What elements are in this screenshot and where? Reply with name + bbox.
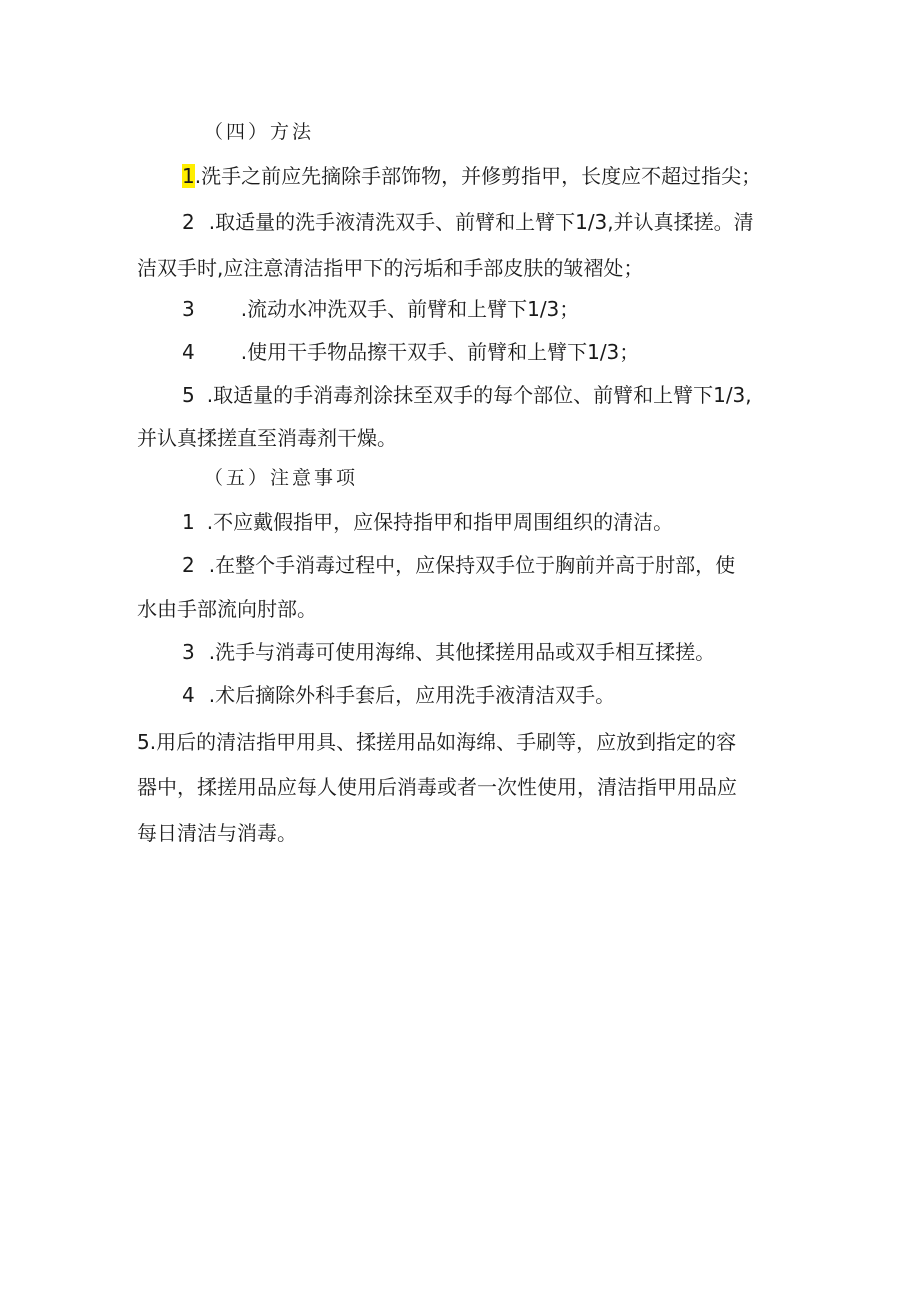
- method-item-2-cont: 洁双手时,应注意清洁指甲下的污垢和手部皮肤的皱褶处；: [137, 256, 644, 280]
- notice-item-3-number: 3: [182, 640, 195, 664]
- notice-item-5: [137, 727, 736, 757]
- notice-item-2-number: 2: [182, 553, 195, 577]
- method-item-3-number: 3: [182, 297, 195, 321]
- notice-item-4-text: .术后摘除外科手套后，应用洗手液清洁双手。: [208, 683, 616, 707]
- method-item-5-cont: 并认真揉搓直至消毒剂干燥。: [137, 426, 397, 450]
- section-4-heading: （四）方法: [204, 121, 315, 143]
- notice-item-5-cont-1: 器中，揉搓用品应每人使用后消毒或者一次性使用，清洁指甲用品应: [137, 775, 737, 799]
- method-item-4-number: 4: [182, 340, 195, 364]
- method-item-5-number: 5: [182, 383, 195, 407]
- method-item-1-number: 1: [182, 164, 195, 188]
- notice-item-2: [182, 550, 735, 580]
- method-item-2: [182, 207, 754, 237]
- notice-item-5-number: 5: [137, 730, 150, 754]
- method-item-4: [182, 337, 639, 367]
- method-item-3-text: .流动水冲洗双手、前臂和上臂下1/3；: [240, 297, 580, 321]
- method-item-3: [182, 294, 579, 324]
- notice-item-3: [182, 637, 715, 667]
- notice-item-1-number: 1: [182, 510, 195, 534]
- notice-item-3-text: .洗手与消毒可使用海绵、其他揉搓用品或双手相互揉搓。: [208, 640, 716, 664]
- method-item-5-text: .取适量的手消毒剂涂抹至双手的每个部位、前臂和上臂下1/3,: [206, 383, 752, 407]
- method-item-2-text: .取适量的洗手液清洗双手、前臂和上臂下1/3,并认真揉搓。清: [208, 210, 754, 234]
- method-item-5: [182, 380, 752, 410]
- notice-item-4: [182, 680, 615, 710]
- method-item-1-text: .洗手之前应先摘除手部饰物，并修剪指甲，长度应不超过指尖；: [194, 164, 762, 188]
- notice-item-4-number: 4: [182, 683, 195, 707]
- method-item-1: [182, 161, 761, 191]
- method-item-2-number: 2: [182, 210, 195, 234]
- notice-item-2-text: .在整个手消毒过程中，应保持双手位于胸前并高于肘部，使: [208, 553, 736, 577]
- notice-item-5-cont-2: 每日清洁与消毒。: [137, 821, 297, 845]
- notice-item-5-text: .用后的清洁指甲用具、揉搓用品如海绵、手刷等，应放到指定的容: [149, 730, 737, 754]
- notice-item-1-text: .不应戴假指甲，应保持指甲和指甲周围组织的清洁。: [206, 510, 674, 534]
- notice-item-1: [182, 507, 673, 537]
- section-5-heading: （五）注意事项: [204, 467, 359, 489]
- notice-item-2-cont: 水由手部流向肘部。: [137, 597, 317, 621]
- method-item-4-text: .使用干手物品擦干双手、前臂和上臂下1/3；: [240, 340, 640, 364]
